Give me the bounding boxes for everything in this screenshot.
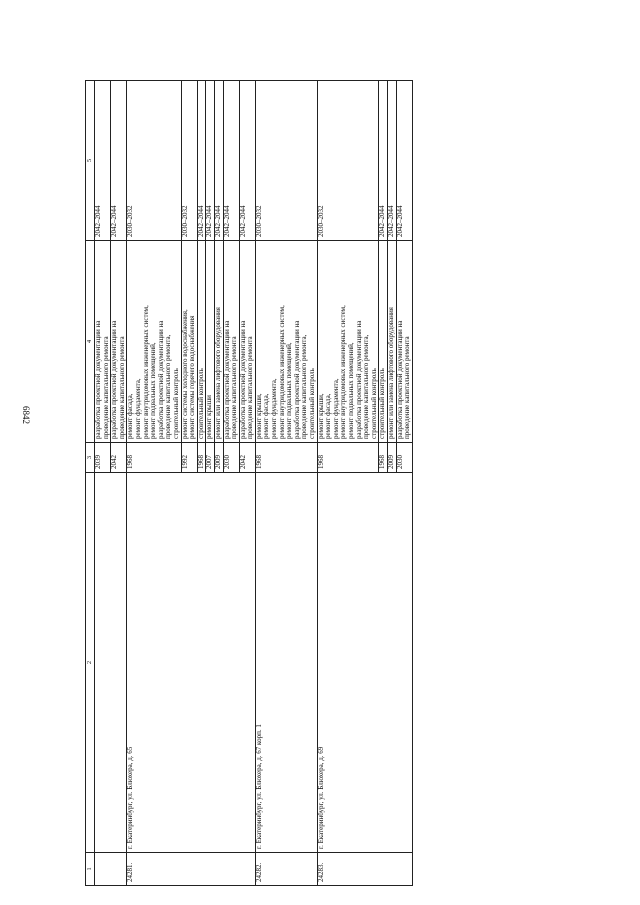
work-line: разработка проектной документации на	[110, 320, 119, 439]
work-type-cell	[223, 241, 239, 443]
work-type-cell	[214, 241, 223, 443]
work-type-cell	[127, 241, 181, 443]
year-cell: 1968	[379, 443, 388, 473]
work-line: строительный контроль	[308, 368, 317, 439]
table-row	[127, 81, 181, 886]
work-line: строительный контроль	[171, 368, 180, 439]
work-line: проведение капитального ремонта,	[362, 334, 371, 439]
work-line: проведение капитального ремонта	[230, 336, 239, 439]
work-type-cell	[387, 241, 396, 443]
row-number	[95, 853, 127, 886]
building-address: г. Екатеринбург, ул. Блюхера, д. 67 корп. 1	[255, 473, 317, 853]
header-col-2: 2	[86, 473, 95, 853]
work-line: разработка проектной документации на	[292, 320, 301, 439]
row-number: 24281.	[127, 853, 256, 886]
period-cell: 2030–2032	[255, 81, 317, 241]
work-line: проведение капитального ремонта	[101, 336, 110, 439]
period-cell: 2042–2044	[111, 81, 127, 241]
period-cell: 2030–2032	[127, 81, 181, 241]
work-line: ремонт крыши,	[254, 393, 263, 439]
year-cell: 1968	[317, 443, 379, 473]
work-type-cell	[255, 241, 317, 443]
row-number: 24282.	[255, 853, 317, 886]
work-line: ремонт или замена лифтового оборудования	[213, 307, 222, 439]
work-line: строительный контроль	[196, 368, 205, 439]
work-line: проведение капитального ремонта,	[164, 334, 173, 439]
work-line: строительный контроль	[378, 368, 387, 439]
year-cell: 1968	[197, 443, 206, 473]
year-cell: 2009	[387, 443, 396, 473]
work-line: ремонт фундамента,	[331, 378, 340, 439]
work-type-cell	[239, 241, 255, 443]
table-row	[317, 81, 379, 886]
work-line: ремонт крыши	[205, 395, 214, 439]
year-cell: 2030	[396, 443, 412, 473]
work-type-cell	[396, 241, 412, 443]
building-address: г. Екатеринбург, ул. Блюхера, д. 65	[127, 473, 256, 853]
work-line: ремонт внутридомовых инженерных систем,	[141, 305, 150, 439]
work-line: ремонт фасада,	[126, 393, 135, 439]
work-line: разработка проектной документации на	[354, 320, 363, 439]
page-number: 6842	[21, 406, 31, 424]
work-line: ремонт крыши,	[316, 393, 325, 439]
year-cell: 2009	[214, 443, 223, 473]
work-type-cell	[111, 241, 127, 443]
year-cell: 2039	[95, 443, 111, 473]
period-cell: 2042–2044	[223, 81, 239, 241]
work-line: ремонт подвальных помещений,	[285, 342, 294, 439]
work-line: строительный контроль	[369, 368, 378, 439]
year-cell: 1992	[181, 443, 197, 473]
work-line: ремонт фасада,	[262, 393, 271, 439]
work-line: проведение капитального ремонта	[117, 336, 126, 439]
year-cell: 1968	[255, 443, 317, 473]
work-line: ремонт фундамента,	[133, 378, 142, 439]
work-line: проведение капитального ремонта	[246, 336, 255, 439]
year-cell: 2007	[206, 443, 215, 473]
year-cell: 2042	[111, 443, 127, 473]
work-line: ремонт внутридомовых инженерных систем,	[339, 305, 348, 439]
work-line: ремонт системы горячего водоснабжения	[188, 315, 197, 439]
work-line: ремонт подвальных помещений,	[149, 342, 158, 439]
table-body	[95, 81, 413, 886]
building-address: г. Екатеринбург, ул. Блюхера, д. 69	[317, 473, 412, 853]
period-cell: 2042–2044	[206, 81, 215, 241]
table-row	[95, 81, 111, 886]
header-col-5: 5	[86, 81, 95, 241]
period-cell: 2042–2044	[95, 81, 111, 241]
table-row	[255, 81, 317, 886]
rotated-table-page	[85, 81, 595, 886]
period-cell: 2030–2032	[181, 81, 197, 241]
work-line: ремонт внутридомовых инженерных систем,	[277, 305, 286, 439]
header-col-3: 3	[86, 443, 95, 473]
work-line: разработка проектной документации на	[156, 320, 165, 439]
repair-schedule-table	[85, 80, 413, 886]
header-col-1: 1	[86, 853, 95, 886]
work-line: ремонт или замена лифтового оборудования	[386, 307, 395, 439]
work-line: проведение капитального ремонта	[403, 336, 412, 439]
work-line: разработка проектной документации на	[238, 320, 247, 439]
work-line: разработка проектной документации на	[222, 320, 231, 439]
building-address	[95, 473, 127, 853]
year-cell: 1968	[127, 443, 181, 473]
period-cell: 2042–2044	[214, 81, 223, 241]
header-col-4: 4	[86, 241, 95, 443]
period-cell: 2042–2044	[396, 81, 412, 241]
work-line: разработка проектной документации на	[94, 320, 102, 439]
work-line: ремонт фасада,	[324, 393, 333, 439]
work-type-cell	[181, 241, 197, 443]
row-number: 24283.	[317, 853, 412, 886]
period-cell: 2042–2044	[387, 81, 396, 241]
work-type-cell	[95, 241, 111, 443]
year-cell: 2042	[239, 443, 255, 473]
period-cell: 2030–2032	[317, 81, 379, 241]
period-cell: 2042–2044	[197, 81, 206, 241]
period-cell: 2042–2044	[379, 81, 388, 241]
work-line: разработка проектной документации на	[395, 320, 404, 439]
year-cell: 2030	[223, 443, 239, 473]
work-line: проведение капитального ремонта,	[300, 334, 309, 439]
work-type-cell	[317, 241, 379, 443]
period-cell: 2042–2044	[239, 81, 255, 241]
work-line: ремонт фундамента,	[270, 378, 279, 439]
work-line: ремонт подвальных помещений,	[347, 342, 355, 439]
table-header-row	[86, 81, 95, 886]
work-line: ремонт системы холодного водоснабжения,	[180, 309, 189, 439]
